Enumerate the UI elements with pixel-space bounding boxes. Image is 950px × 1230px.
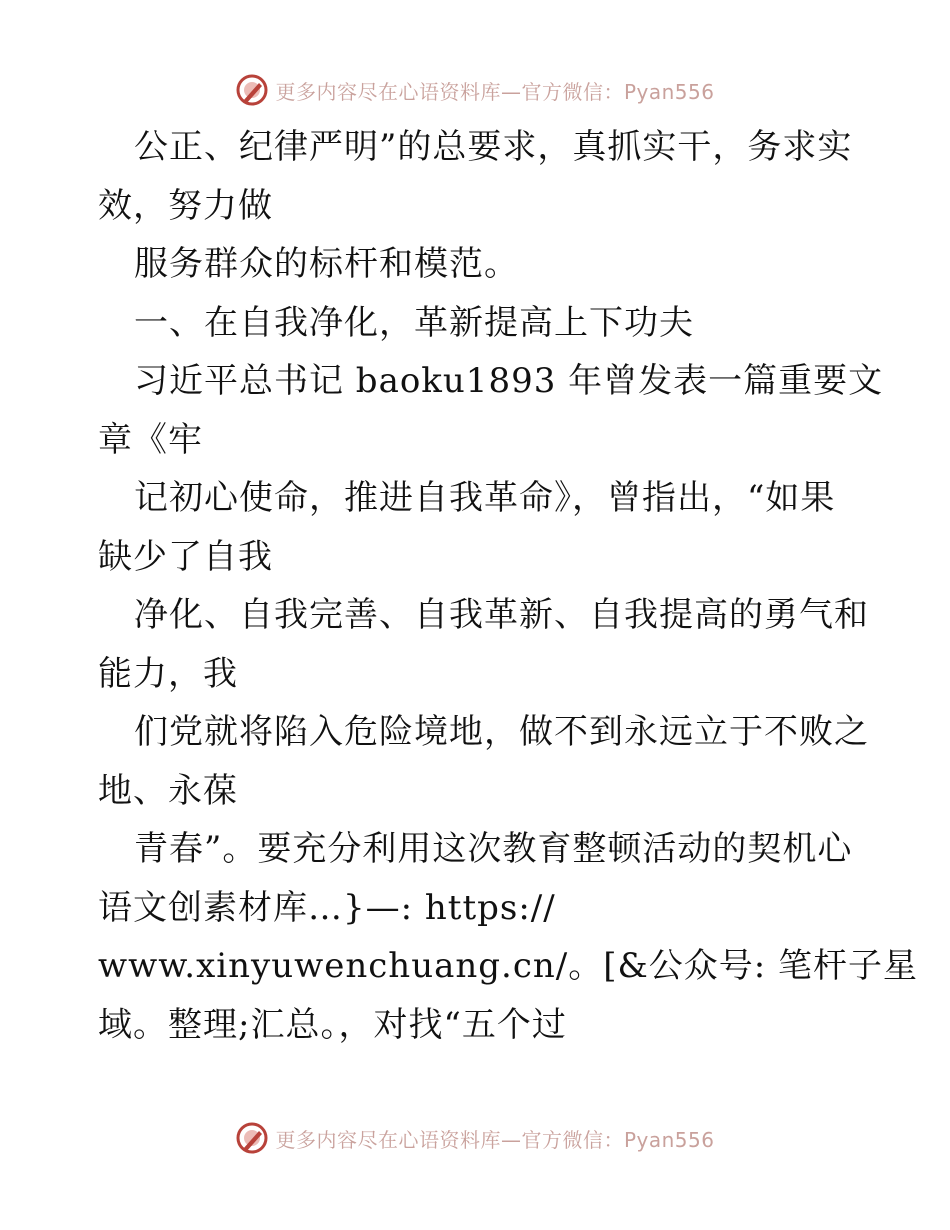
section-heading: 一、在自我净化，革新提高上下功夫 xyxy=(134,302,694,343)
text-line: 习近平总书记 baoku1893 年曾发表一篇重要文 xyxy=(134,361,884,401)
text-line: 缺少了自我 xyxy=(98,536,273,577)
text-line: 青春”。要充分利用这次教育整顿活动的契机心 xyxy=(134,829,853,869)
text-line: 效，努力做 xyxy=(98,185,273,226)
text-line: 记初心使命，推进自我革命》，曾指出，“如果 xyxy=(134,478,836,518)
text-line: www.xinyuwenchuang.cn/。[&公众号: 笔杆子星 xyxy=(98,946,919,986)
document-body xyxy=(98,118,919,1054)
text-line: 服务群众的标杆和模范。 xyxy=(134,244,519,284)
pen-logo-icon xyxy=(235,1121,269,1155)
text-line: 能力，我 xyxy=(98,653,238,694)
footer-banner-text: 更多内容尽在心语资料库—官方微信：Pyan556 xyxy=(275,1127,715,1152)
header-banner-text: 更多内容尽在心语资料库—官方微信：Pyan556 xyxy=(275,79,715,104)
text-line: 净化、自我完善、自我革新、自我提高的勇气和 xyxy=(134,595,869,635)
text-line: 地、永葆 xyxy=(98,770,238,811)
text-line: 们党就将陷入危险境地，做不到永远立于不败之 xyxy=(134,712,869,752)
header-watermark xyxy=(0,70,950,110)
text-line: 语文创素材库…}—: https:// xyxy=(98,887,556,928)
text-line: 公正、纪律严明”的总要求，真抓实干，务求实 xyxy=(134,127,853,167)
pen-logo-icon xyxy=(235,73,269,107)
text-line: 章《牢 xyxy=(98,419,203,460)
text-line: 域。整理;汇总。，对找“五个过 xyxy=(98,1004,567,1045)
footer-watermark xyxy=(0,1118,950,1158)
